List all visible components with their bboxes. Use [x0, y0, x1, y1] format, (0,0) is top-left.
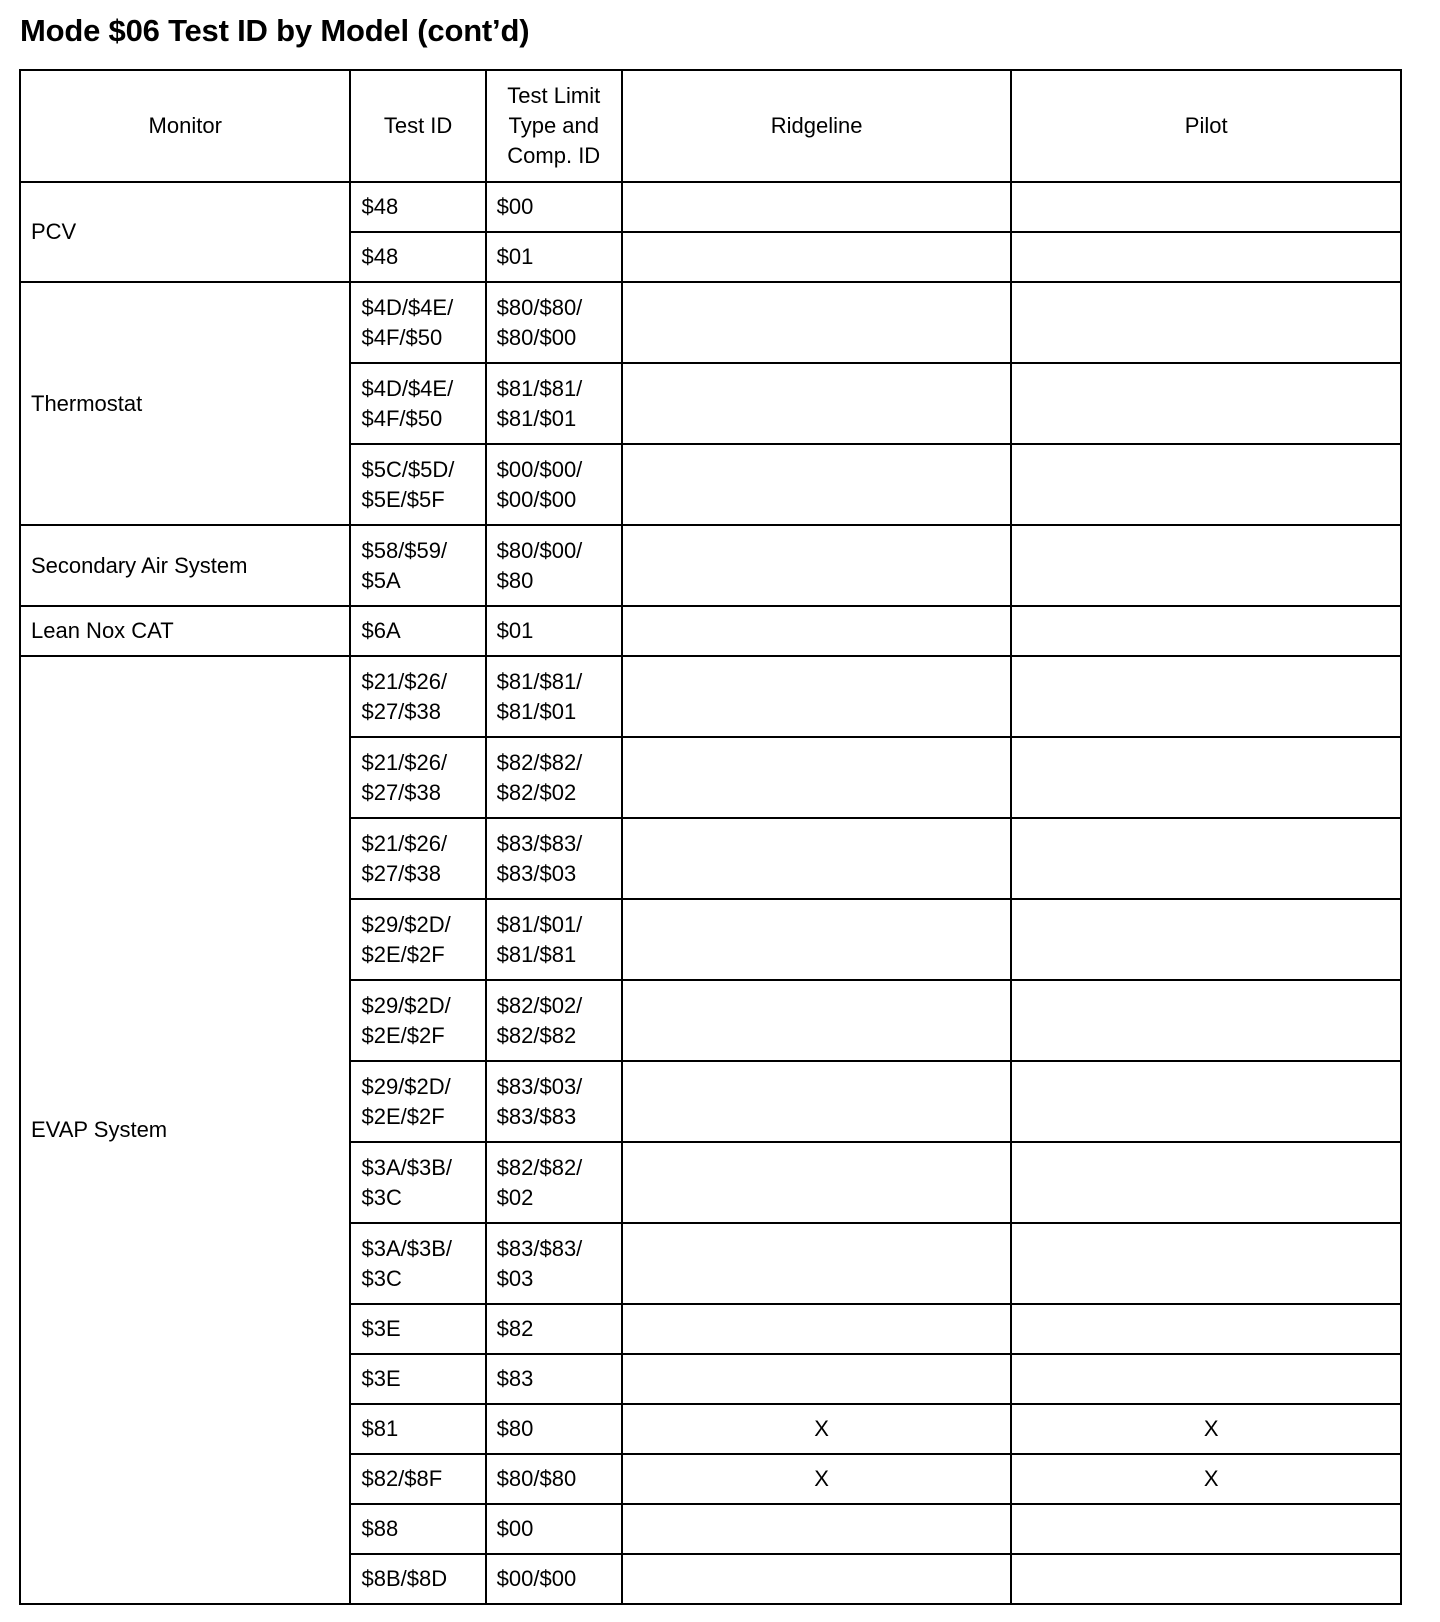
ridgeline-cell: [622, 1554, 1012, 1604]
ridgeline-cell: X: [622, 1404, 1012, 1454]
pilot-cell: [1011, 282, 1401, 363]
pilot-cell: [1011, 1304, 1401, 1354]
pilot-cell: [1011, 818, 1401, 899]
ridgeline-cell: [622, 1354, 1012, 1404]
limit-cell: $80/$80: [486, 1454, 622, 1504]
page-title: Mode $06 Test ID by Model (cont’d): [20, 13, 530, 48]
pilot-cell: [1011, 656, 1401, 737]
limit-cell: $82/$82/ $02: [486, 1142, 622, 1223]
test-id-cell: $6A: [350, 606, 485, 656]
header-test-limit-line1: Test Limit: [507, 83, 601, 108]
test-id-cell: $88: [350, 1504, 485, 1554]
pilot-cell: X: [1011, 1404, 1401, 1454]
ridgeline-cell: [622, 1223, 1012, 1304]
table-row: [20, 656, 1401, 737]
ridgeline-cell: [622, 1504, 1012, 1554]
limit-cell: $00/$00: [486, 1554, 622, 1604]
test-id-cell: $3A/$3B/ $3C: [350, 1142, 485, 1223]
pilot-cell: X: [1011, 1454, 1401, 1504]
test-id-cell: $21/$26/ $27/$38: [350, 656, 485, 737]
pilot-cell: [1011, 182, 1401, 232]
ridgeline-cell: [622, 737, 1012, 818]
pilot-cell: [1011, 1554, 1401, 1604]
limit-cell: $82/$82/ $82/$02: [486, 737, 622, 818]
limit-cell: $00/$00/ $00/$00: [486, 444, 622, 525]
ridgeline-cell: [622, 606, 1012, 656]
test-id-cell: $4D/$4E/ $4F/$50: [350, 282, 485, 363]
ridgeline-cell: [622, 444, 1012, 525]
limit-cell: $82/$02/ $82/$82: [486, 980, 622, 1061]
ridgeline-cell: [622, 1061, 1012, 1142]
ridgeline-cell: X: [622, 1454, 1012, 1504]
ridgeline-cell: [622, 182, 1012, 232]
limit-cell: $00: [486, 1504, 622, 1554]
monitor-thermostat: Thermostat: [20, 282, 350, 525]
header-ridgeline: Ridgeline: [622, 70, 1012, 182]
test-id-cell: $82/$8F: [350, 1454, 485, 1504]
table-row: [20, 525, 1401, 606]
test-id-cell: $29/$2D/ $2E/$2F: [350, 980, 485, 1061]
pilot-cell: [1011, 525, 1401, 606]
pilot-cell: [1011, 1061, 1401, 1142]
test-id-cell: $21/$26/ $27/$38: [350, 737, 485, 818]
ridgeline-cell: [622, 525, 1012, 606]
header-pilot: Pilot: [1011, 70, 1401, 182]
limit-cell: $80/$00/ $80: [486, 525, 622, 606]
ridgeline-cell: [622, 656, 1012, 737]
limit-cell: $00: [486, 182, 622, 232]
test-id-cell: $21/$26/ $27/$38: [350, 818, 485, 899]
ridgeline-cell: [622, 1304, 1012, 1354]
test-id-cell: $81: [350, 1404, 485, 1454]
limit-cell: $83/$83/ $03: [486, 1223, 622, 1304]
pilot-cell: [1011, 1504, 1401, 1554]
pilot-cell: [1011, 899, 1401, 980]
test-id-cell: $5C/$5D/ $5E/$5F: [350, 444, 485, 525]
header-test-limit-line3: Comp. ID: [507, 143, 601, 168]
limit-cell: $83/$03/ $83/$83: [486, 1061, 622, 1142]
monitor-pcv: PCV: [20, 182, 350, 282]
pilot-cell: [1011, 1354, 1401, 1404]
limit-cell: $83/$83/ $83/$03: [486, 818, 622, 899]
pilot-cell: [1011, 363, 1401, 444]
test-id-cell: $3A/$3B/ $3C: [350, 1223, 485, 1304]
table-row: [20, 606, 1401, 656]
mode06-test-table: [19, 69, 1402, 1605]
monitor-lean-nox-cat: Lean Nox CAT: [20, 606, 350, 656]
test-id-cell: $3E: [350, 1304, 485, 1354]
limit-cell: $01: [486, 606, 622, 656]
ridgeline-cell: [622, 232, 1012, 282]
monitor-evap-system: EVAP System: [20, 656, 350, 1604]
pilot-cell: [1011, 737, 1401, 818]
limit-cell: $81/$81/ $81/$01: [486, 656, 622, 737]
header-test-id: Test ID: [350, 70, 485, 182]
ridgeline-cell: [622, 899, 1012, 980]
test-id-cell: $48: [350, 182, 485, 232]
pilot-cell: [1011, 444, 1401, 525]
test-id-cell: $58/$59/ $5A: [350, 525, 485, 606]
test-id-cell: $8B/$8D: [350, 1554, 485, 1604]
table-row: [20, 282, 1401, 363]
pilot-cell: [1011, 232, 1401, 282]
pilot-cell: [1011, 1223, 1401, 1304]
limit-cell: $81/$01/ $81/$81: [486, 899, 622, 980]
pilot-cell: [1011, 980, 1401, 1061]
monitor-secondary-air-system: Secondary Air System: [20, 525, 350, 606]
ridgeline-cell: [622, 818, 1012, 899]
test-id-cell: $48: [350, 232, 485, 282]
limit-cell: $82: [486, 1304, 622, 1354]
pilot-cell: [1011, 1142, 1401, 1223]
test-id-cell: $29/$2D/ $2E/$2F: [350, 1061, 485, 1142]
test-id-cell: $29/$2D/ $2E/$2F: [350, 899, 485, 980]
limit-cell: $80: [486, 1404, 622, 1454]
test-id-cell: $3E: [350, 1354, 485, 1404]
ridgeline-cell: [622, 363, 1012, 444]
ridgeline-cell: [622, 980, 1012, 1061]
ridgeline-cell: [622, 282, 1012, 363]
test-id-cell: $4D/$4E/ $4F/$50: [350, 363, 485, 444]
header-test-limit: [486, 70, 622, 182]
ridgeline-cell: [622, 1142, 1012, 1223]
limit-cell: $81/$81/ $81/$01: [486, 363, 622, 444]
limit-cell: $80/$80/ $80/$00: [486, 282, 622, 363]
table-row: [20, 182, 1401, 232]
limit-cell: $83: [486, 1354, 622, 1404]
pilot-cell: [1011, 606, 1401, 656]
header-monitor: Monitor: [20, 70, 350, 182]
table-header-row: [20, 70, 1401, 182]
limit-cell: $01: [486, 232, 622, 282]
header-test-limit-line2: Type and: [508, 113, 599, 138]
